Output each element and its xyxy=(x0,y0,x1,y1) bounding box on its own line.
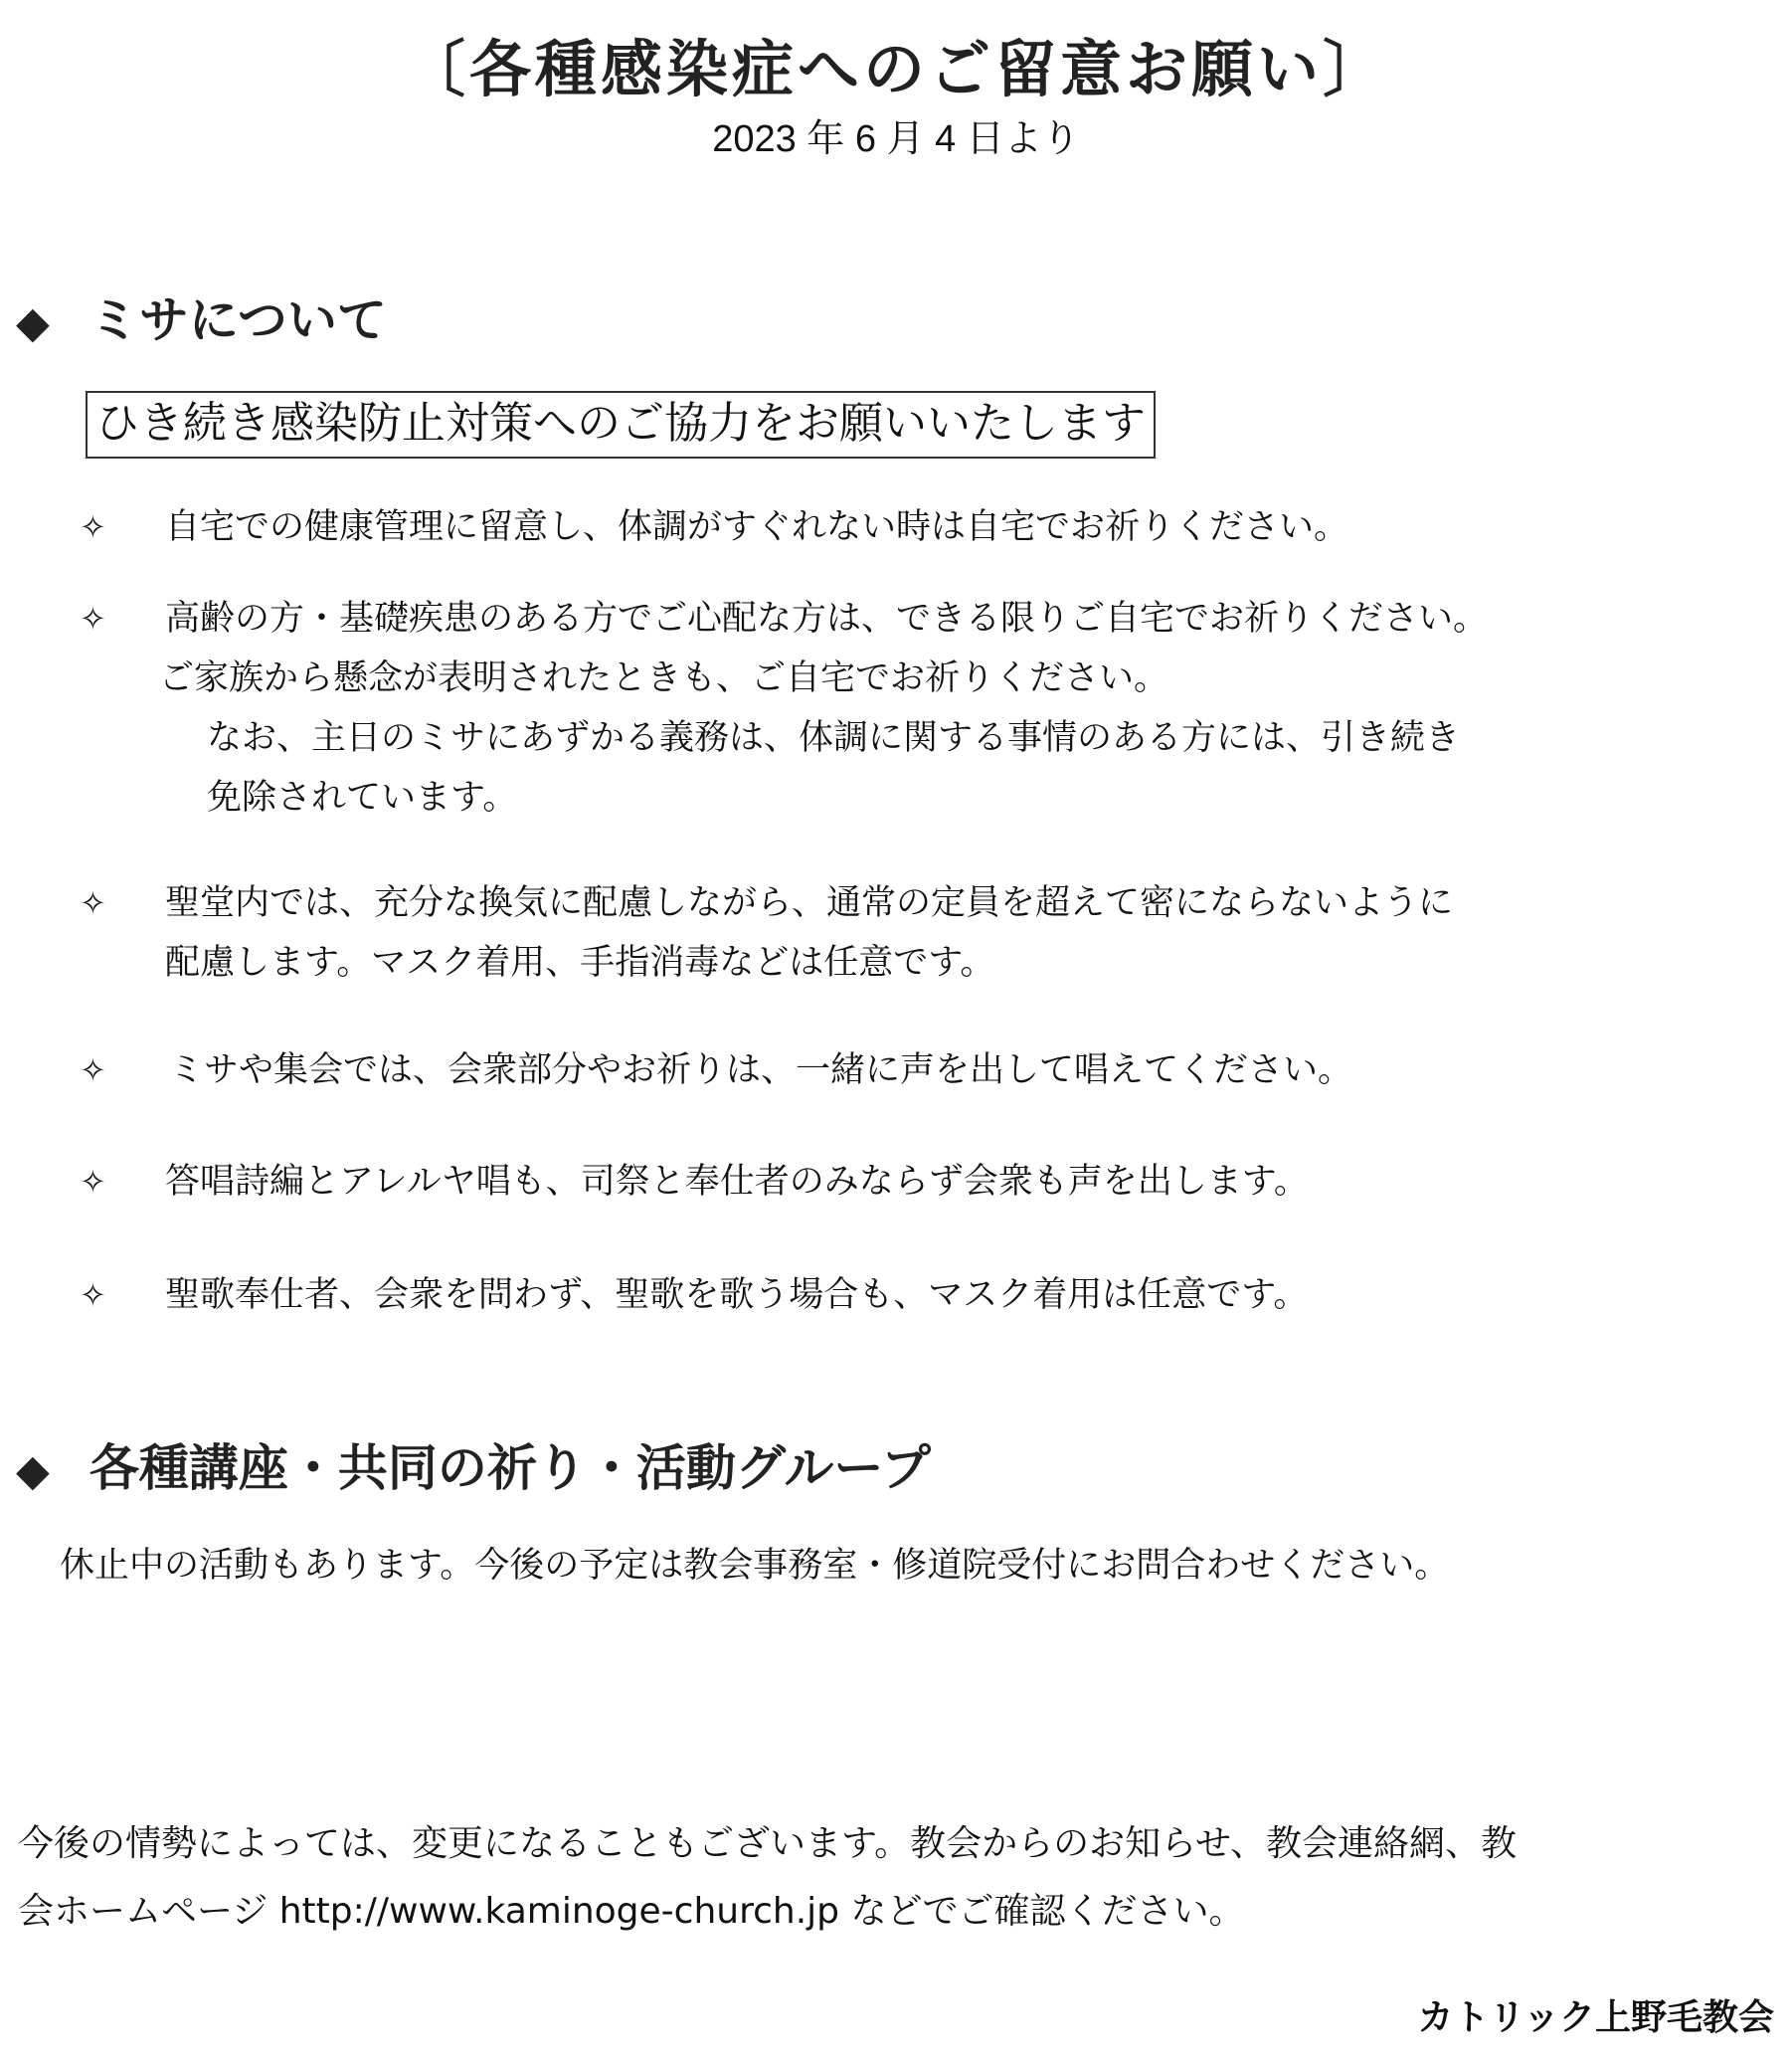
footer-note-line-1: 今後の情勢によっては、変更になることもございます。教会からのお知らせ、教会連絡網、教 xyxy=(18,1823,1517,1864)
mass-section-heading xyxy=(16,281,387,352)
boxed-notice: ひき続き感染防止対策へのご協力をお願いいたします xyxy=(86,391,1156,459)
page-title: 〔各種感染症へのご留意お願い〕 xyxy=(403,33,1388,105)
effective-date: 2023 年 6 月 4 日より xyxy=(712,118,1080,160)
sparkle-bullet-icon: ✧ xyxy=(80,1276,106,1314)
mass-item-3-line-2: 配慮します。マスク着用、手指消毒などは任意です。 xyxy=(165,943,995,983)
sparkle-bullet-icon: ✧ xyxy=(80,1163,106,1201)
sparkle-bullet-icon: ✧ xyxy=(80,508,106,546)
sparkle-bullet-icon: ✧ xyxy=(80,600,106,638)
mass-item-6-line-1: 聖歌奉仕者、会衆を問わず、聖歌を歌う場合も、マスク着用は任意です。 xyxy=(165,1275,1309,1315)
activities-text: 休止中の活動もあります。今後の予定は教会事務室・修道院受付にお問合わせください。 xyxy=(60,1546,1450,1586)
sparkle-bullet-icon: ✧ xyxy=(80,884,106,922)
mass-heading-text: ミサについて xyxy=(89,291,387,349)
footer-note-line-2: 会ホームページ http://www.kaminoge-church.jp などでご確認ください。 xyxy=(18,1891,1245,1932)
mass-item-5-line-1: 答唱詩編とアレルヤ唱も、司祭と奉仕者のみならず会衆も声を出します。 xyxy=(165,1162,1309,1202)
mass-item-2-line-2: ご家族から懸念が表明されたときも、ご自宅でお祈りください。 xyxy=(159,658,1169,698)
activities-section-heading xyxy=(16,1428,931,1500)
diamond-bullet-icon: ◆ xyxy=(16,1445,50,1496)
mass-item-2-line-1: 高齢の方・基礎疾患のある方でご心配な方は、できる限りご自宅でお祈りください。 xyxy=(165,599,1489,639)
mass-item-1-line-1: 自宅での健康管理に留意し、体調がすぐれない時は自宅でお祈りください。 xyxy=(165,507,1349,547)
mass-item-2-line-3: なお、主日のミサにあずかる義務は、体調に関する事情のある方には、引き続き xyxy=(207,718,1461,758)
mass-item-3-line-1: 聖堂内では、充分な換気に配慮しながら、通常の定員を超えて密にならないように xyxy=(165,883,1454,923)
church-signature: カトリック上野毛教会 xyxy=(1417,1997,1774,2038)
diamond-bullet-icon: ◆ xyxy=(16,297,50,348)
sparkle-bullet-icon: ✧ xyxy=(80,1051,106,1089)
activities-heading-text: 各種講座・共同の祈り・活動グループ xyxy=(89,1439,931,1497)
mass-item-4-line-1: ミサや集会では、会衆部分やお祈りは、一緒に声を出して唱えてください。 xyxy=(169,1050,1353,1090)
mass-item-2-line-4: 免除されています。 xyxy=(207,778,518,818)
